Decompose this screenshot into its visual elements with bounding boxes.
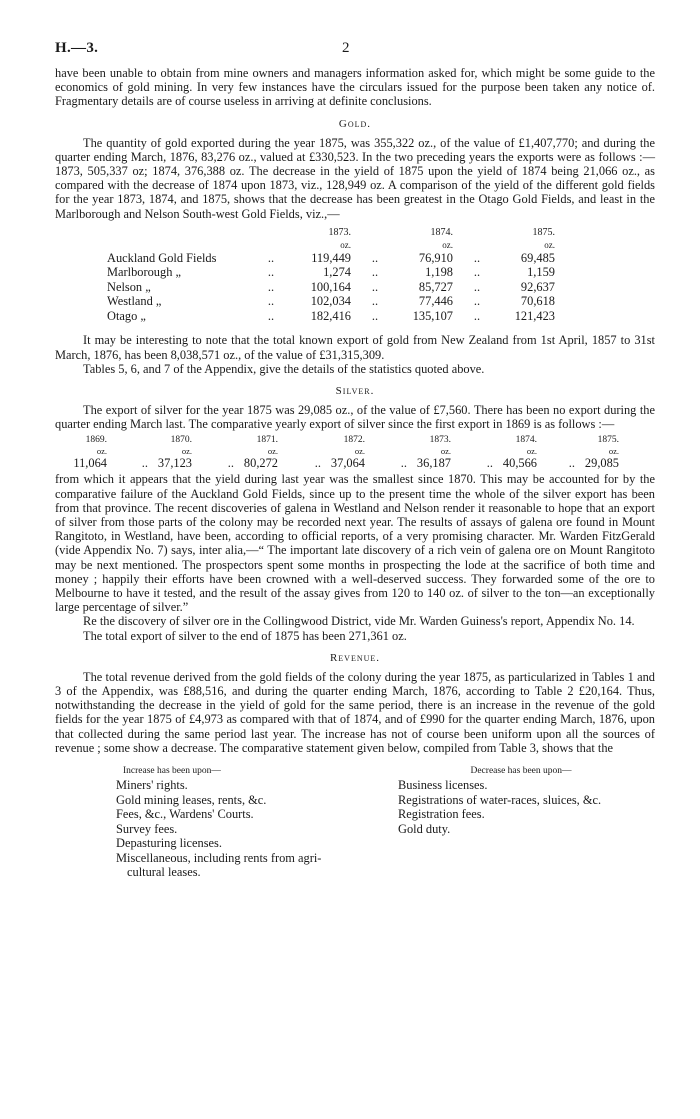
gold-field-name: Marlborough „ [107,265,181,280]
silver-unit-row: oz. oz. oz. oz. oz. oz. oz. [96,446,619,457]
gold-table-year-row [107,227,555,239]
silver-total-paragraph: The total export of silver to the end of 1875 has been 271,361 oz. [83,628,407,643]
list-item: cultural leases. [127,865,201,879]
silver-export-table [55,435,655,470]
increase-list [109,765,371,880]
list-item: Registrations of water-races, sluices, &c. [398,792,602,807]
gold-heading: Gold. [338,117,372,130]
gold-year-1874: 1874. [430,226,453,238]
gold-field-name: Otago „ [107,308,146,323]
list-item: Gold mining leases, rents, &c. [116,792,267,807]
increase-heading: Increase has been upon— [123,766,221,776]
gold-total-paragraph: It may be interesting to note that the total known export of gold from New Zealand from 1st April, 1857 to 31st March, 1876, has been 8,038,571 oz., of the value of £31,315,309. [55,333,655,362]
intro-paragraph: have been unable to obtain from mine owners and managers information asked for, which might be some guide to the economics of gold mining. In very few instances have the circulars issued for the purpose been taken any notice of. Fragmentary details are of course useless in arriving at definite conclusions. [55,66,655,109]
page-number: 2 [342,40,350,56]
gold-unit: oz. [544,239,555,250]
table-row: Nelson „ .. 100,164 .. 85,727 .. 92,637 [107,279,555,294]
list-item: Miners' rights. [116,778,188,792]
silver-value: .. 36,187 [400,456,451,471]
gold-table-unit-row [107,239,555,251]
document-reference: H.—3. [55,40,99,56]
gold-year-1875: 1875. [532,226,555,238]
silver-discussion-paragraph: from which it appears that the yield during last year was the smallest since 1870. This may be accounted for by the comparative failure of the Auckland Gold Fields, since up to the present time the whole of the silver export has been from that province. The recent discoveries of galena in Westland and Nelson render it reasonable to hope that an export of silver from those parts of the colony may be recorded next year. The results of assays of galena ore found in Mount Rangitoto, in Westland, have been, according to official reports, of a very promising character. Mr. Warden FitzGerald (vide Appendix No. 7) says, inter alia,—“ The important late discovery of a rich vein of galena ore on Mount Rangitoto may be next mentioned. The prospectors spent some months in prospecting the lode at the sacrifice of both time and money ; happily their efforts have been crowned with a well-deserved success. They forwarded some of the ore to Melbourne to have it tested, and the result of the assay gives from 120 to 140 oz. of silver to the ton—an exceptionally large percentage of silver.” [55,472,655,615]
decrease-heading: Decrease has been upon— [470,766,572,776]
revenue-paragraph: The total revenue derived from the gold fields of the colony during the year 1875, as particularized in Tables 1 and 3 of the Appendix, was £88,516, and during the quarter ending March, 1876, according to Table 2 £20,164. Thus, notwithstanding the decrease in the yield of gold for the same period, there is an increase in the revenue of the gold fields for the year 1875 of £4,973 as compared with that of 1874, and of £990 for the quarter ending March, 1876, upon that collected during the same period last year. The increase has not of course been uniform upon all the sources of revenue ; some show a decrease. The comparative statement given below, compiled from Table 3, shows that the [55,669,655,755]
silver-value: .. 37,123 [141,456,192,471]
silver-value: .. 80,272 [227,456,278,471]
silver-value: .. 37,064 [314,456,365,471]
silver-collingwood-paragraph: Re the discovery of silver ore in the Collingwood District, vide Mr. Warden Guiness's report, Appendix No. 14. [83,614,635,629]
document-page [55,40,655,880]
table-row: Otago „ .. 182,416 .. 135,107 .. 121,423 [107,308,555,323]
gold-paragraph: The quantity of gold exported during the year 1875, was 355,322 oz., of the value of £1,407,770; and during the quarter ending March, 1876, 83,276 oz., valued at £330,523. In the two preceding years the exports were as follows :—1873, 505,337 oz; 1874, 376,388 oz. The decrease in the yield of 1875 upon the yield of 1874 being 21,066 oz., as compared with the decrease of 1874 upon 1873, viz., 128,949 oz. A comparison of the yield of the different gold fields for the year 1873, 1874, and 1875, shows that the decrease has been greatest in the Otago Gold Fields, and least in the Marlborough and Nelson South-west Gold Fields, viz.,— [55,135,655,221]
list-item: Gold duty. [398,821,451,836]
gold-unit: oz. [442,239,453,250]
gold-tables-paragraph: Tables 5, 6, and 7 of the Appendix, give the details of the statistics quoted above. [83,361,485,376]
table-row: Auckland Gold Fields .. 119,449 .. 76,910 .. 69,485 [107,250,555,265]
list-item: Registration fees. [398,807,485,821]
list-item: Miscellaneous, including rents from agri- [116,850,322,865]
revenue-heading: Revenue. [329,651,381,664]
gold-field-name: Auckland Gold Fields [107,250,217,265]
gold-unit: oz. [340,239,351,250]
silver-paragraph: The export of silver for the year 1875 was 29,085 oz., of the value of £7,560. There has been no export during the quarter ending March last. The comparative yearly export of silver since the first export in 1869 is as follows :— [55,402,655,432]
silver-value: .. 40,566 [486,456,537,471]
list-item: Fees, &c., Wardens' Courts. [116,807,254,821]
decrease-list [391,765,651,880]
gold-field-name: Nelson „ [107,279,151,294]
silver-heading: Silver. [335,384,375,397]
list-item: Survey fees. [116,821,178,836]
list-item: Depasturing licenses. [116,836,222,850]
gold-year-1873: 1873. [328,226,351,238]
list-item: Business licenses. [398,778,488,792]
silver-value: .. 29,085 [568,456,619,471]
table-row: Marlborough „ .. 1,274 .. 1,198 .. 1,159 [107,265,555,280]
revenue-comparison-lists [55,765,655,880]
gold-yield-table [107,227,555,324]
silver-year-row: 1869. 1870. 1871. 1872. 1873. 1874. 1875. [85,435,619,446]
page-header [55,40,655,66]
table-row: Westland „ .. 102,034 .. 77,446 .. 70,618 [107,294,555,309]
gold-field-name: Westland „ [107,294,162,309]
silver-value-row: 11,064 .. 37,123 .. 80,272 .. 37,064 .. 36,187 .. 40,566 .. 29,085 [73,456,619,471]
